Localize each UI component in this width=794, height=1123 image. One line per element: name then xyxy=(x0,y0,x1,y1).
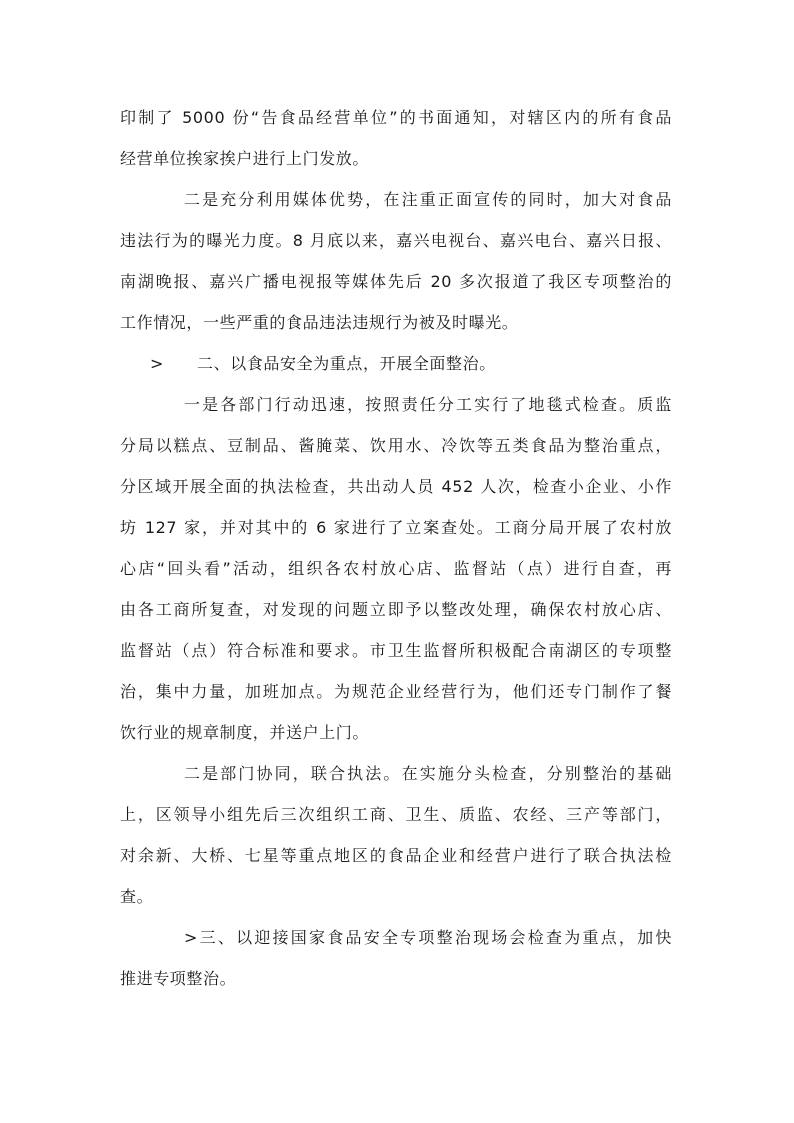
section-heading-national-inspection xyxy=(120,917,672,999)
text-line: 二是部门协同，联合执法。在实施分头检查，分别整治的基础 xyxy=(184,764,672,783)
text-line: 监督站（点）符合标准和要求。市卫生监督所积极配合南湖区的专项整 xyxy=(120,641,672,660)
text-line: 印制了 5000 份“告食品经营单位”的书面通知，对辖区内的所有食品 xyxy=(120,108,672,127)
text-line: 查。 xyxy=(120,887,154,906)
text-line: 治，集中力量，加班加点。为规范企业经营行为，他们还专门制作了餐 xyxy=(120,682,672,701)
paragraph-media-exposure xyxy=(120,179,672,343)
text-line: 工作情况，一些严重的食品违法违规行为被及时曝光。 xyxy=(120,313,519,332)
text-line: 由各工商所复查，对发现的问题立即予以整改处理，确保农村放心店、 xyxy=(120,600,672,619)
text-line: 二是充分利用媒体优势，在注重正面宣传的同时，加大对食品 xyxy=(184,190,672,209)
bullet-marker: > xyxy=(150,354,165,373)
paragraph-notice-distribution xyxy=(120,97,672,179)
text-line: 一是各部门行动迅速，按照责任分工实行了地毯式检查。质监 xyxy=(184,395,672,414)
text-line: >三、以迎接国家食品安全专项整治现场会检查为重点，加快 xyxy=(184,928,672,947)
section-heading-food-safety xyxy=(120,343,672,384)
text-line: 经营单位挨家挨户进行上门发放。 xyxy=(120,149,370,168)
section-heading-text: 二、以食品安全为重点，开展全面整治。 xyxy=(197,354,496,373)
text-line: 上，区领导小组先后三次组织工商、卫生、质监、农经、三产等部门， xyxy=(120,805,672,824)
paragraph-department-inspection xyxy=(120,384,672,753)
text-line: 分局以糕点、豆制品、酱腌菜、饮用水、冷饮等五类食品为整治重点， xyxy=(120,436,672,455)
text-line: 违法行为的曝光力度。8 月底以来，嘉兴电视台、嘉兴电台、嘉兴日报、 xyxy=(120,231,672,250)
document-page xyxy=(120,97,672,999)
text-line: 分区域开展全面的执法检查，共出动人员 452 人次，检查小企业、小作 xyxy=(120,477,672,496)
text-line: 坊 127 家，并对其中的 6 家进行了立案查处。工商分局开展了农村放 xyxy=(120,518,672,537)
text-line: 对余新、大桥、七星等重点地区的食品企业和经营户进行了联合执法检 xyxy=(120,846,672,865)
text-line: 推进专项整治。 xyxy=(120,969,237,988)
paragraph-joint-enforcement xyxy=(120,753,672,917)
text-line: 心店“回头看”活动，组织各农村放心店、监督站（点）进行自查，再 xyxy=(120,559,672,578)
text-line: 饮行业的规章制度，并送户上门。 xyxy=(120,723,370,742)
text-line: 南湖晚报、嘉兴广播电视报等媒体先后 20 多次报道了我区专项整治的 xyxy=(120,272,672,291)
